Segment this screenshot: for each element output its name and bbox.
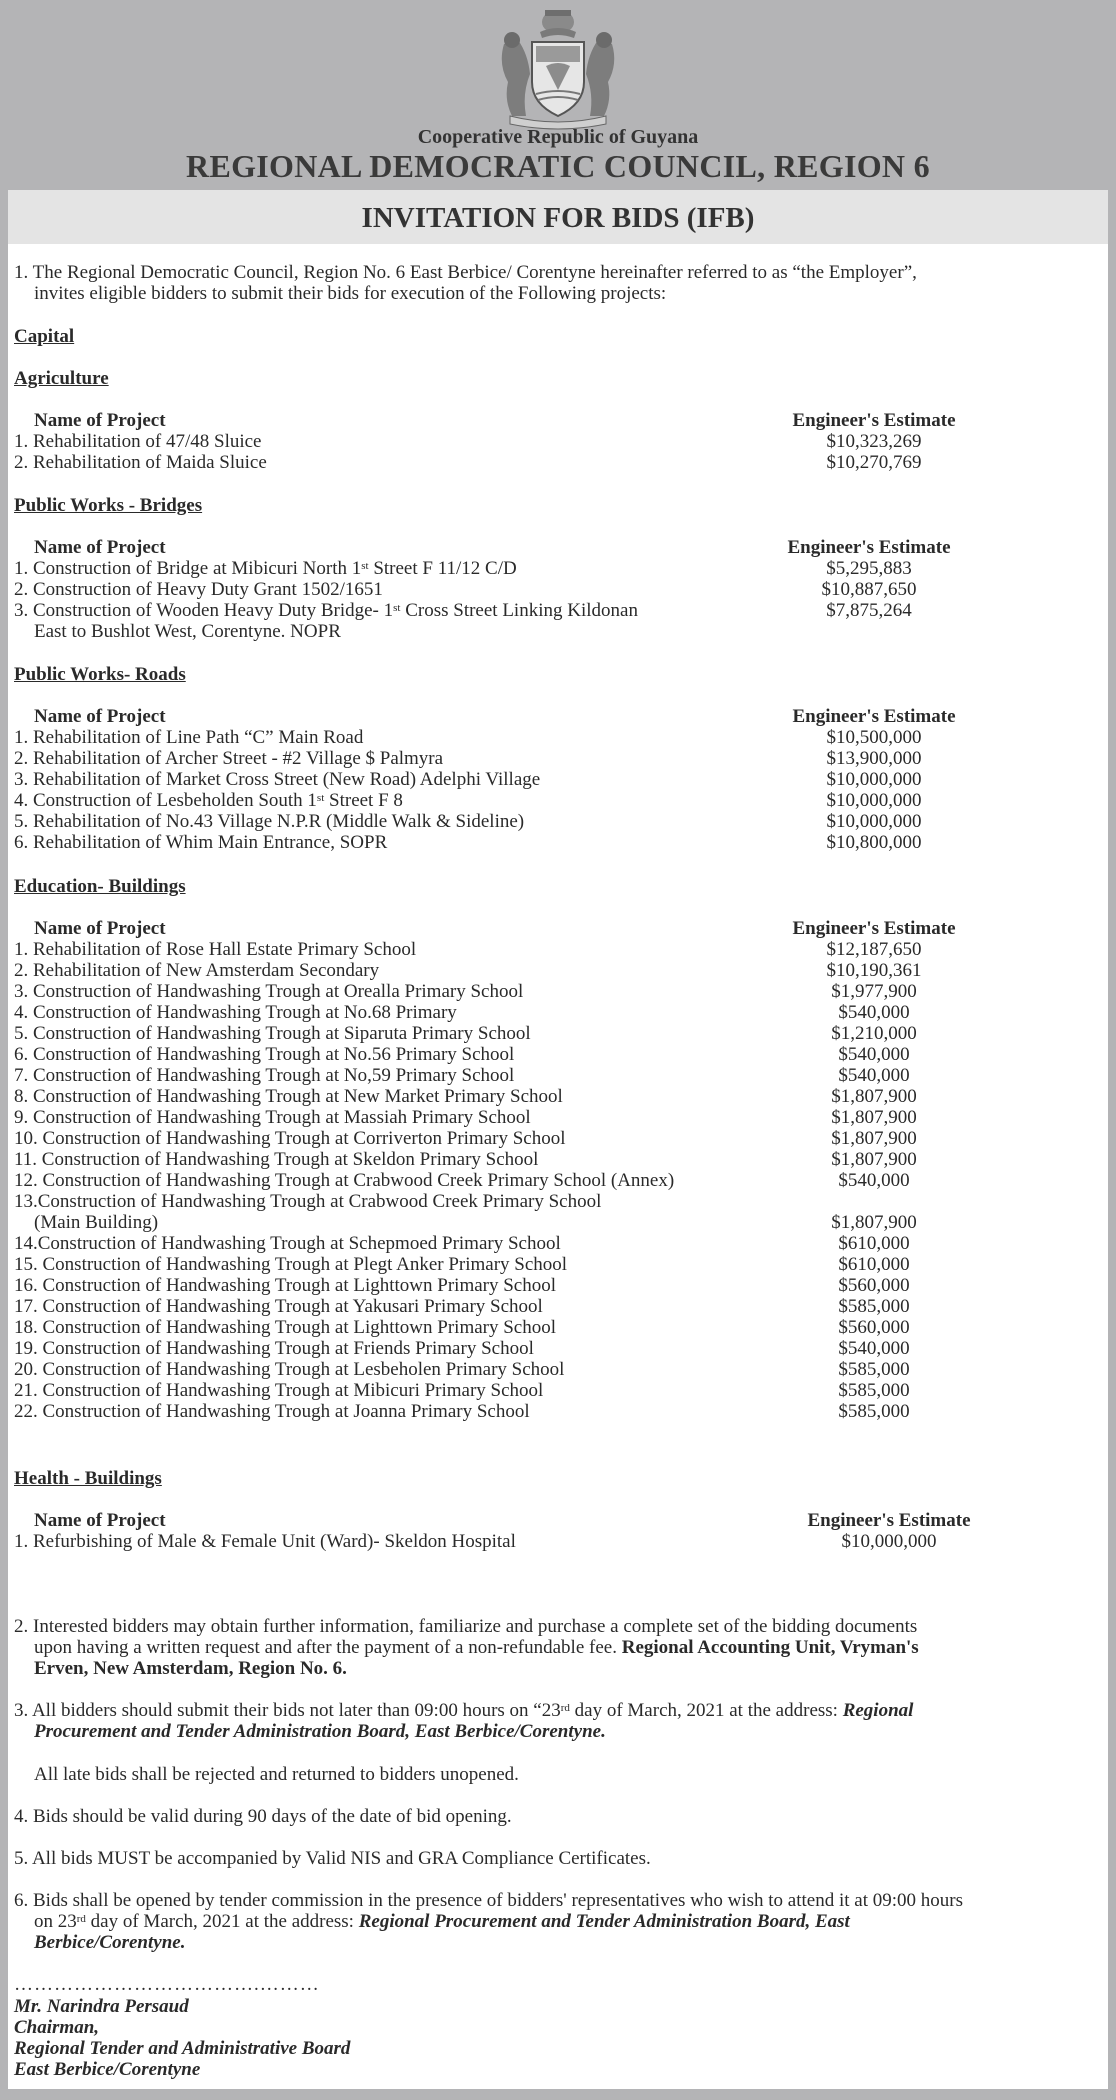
engineer-estimate: $12,187,650: [826, 939, 922, 960]
note-3-text-2: day of March, 2021 at the address:: [569, 1700, 843, 1721]
note-6-address-2: Berbice/Corentyne.: [34, 1932, 186, 1953]
engineer-estimate: $585,000: [838, 1296, 910, 1317]
column-header-estimate: Engineer's Estimate: [792, 410, 956, 431]
guyana-coat-of-arms-icon: [490, 4, 626, 130]
note-4: 4. Bids should be valid during 90 days of the date of bid opening.: [14, 1806, 512, 1827]
table-header-row: [14, 918, 1094, 939]
table-row: [14, 960, 1094, 981]
column-header-estimate: Engineer's Estimate: [792, 706, 956, 727]
engineer-estimate: $560,000: [838, 1275, 910, 1296]
engineer-estimate: $10,500,000: [826, 727, 922, 748]
agriculture-heading: Agriculture: [14, 368, 109, 389]
table-row: [14, 811, 1094, 832]
note-2-line-2: [14, 1637, 1094, 1658]
engineer-estimate: $560,000: [838, 1317, 910, 1338]
engineer-estimate: $610,000: [838, 1254, 910, 1275]
late-bids-note: All late bids shall be rejected and returned to bidders unopened.: [34, 1764, 519, 1785]
bridges-heading: Public Works - Bridges: [14, 495, 203, 516]
note-2: [14, 1616, 1094, 1679]
engineer-estimate: $610,000: [838, 1233, 910, 1254]
table-row-continuation: [14, 621, 1094, 642]
roads-heading: Public Works- Roads: [14, 664, 186, 685]
signatory-location: East Berbice/Corentyne: [14, 2059, 201, 2080]
note-3-address-1: Regional: [842, 1700, 914, 1721]
project-name: 2. Rehabilitation of Maida Sluice: [14, 452, 267, 473]
project-name: 22. Construction of Handwashing Trough at Joanna Primary School: [14, 1401, 530, 1422]
project-name-text: 4. Construction of Lesbeholden South 1: [14, 790, 317, 811]
project-name: 1. Refurbishing of Male & Female Unit (Ward)- Skeldon Hospital: [14, 1531, 516, 1552]
council-name: REGIONAL DEMOCRATIC COUNCIL, REGION 6: [186, 148, 930, 184]
engineer-estimate: $585,000: [838, 1359, 910, 1380]
project-name-text-2: Cross Street Linking Kildonan: [400, 600, 638, 621]
table-row: [14, 1531, 1094, 1552]
table-row: [14, 1254, 1094, 1275]
engineer-estimate: $5,295,883: [826, 558, 912, 579]
table-row: [14, 981, 1094, 1002]
education-heading: Education- Buildings: [14, 876, 186, 897]
table-row: [14, 1296, 1094, 1317]
table-row: [14, 1086, 1094, 1107]
column-header-name: Name of Project: [34, 1510, 166, 1531]
project-name: [14, 790, 403, 811]
project-name: 16. Construction of Handwashing Trough at Lighttown Primary School: [14, 1275, 557, 1296]
table-row: [14, 1128, 1094, 1149]
table-row: [14, 1359, 1094, 1380]
table-row: [14, 727, 1094, 748]
note-5: 5. All bids MUST be accompanied by Valid NIS and GRA Compliance Certificates.: [14, 1848, 651, 1869]
engineer-estimate: $10,190,361: [826, 960, 922, 981]
project-name: 2. Rehabilitation of New Amsterdam Secondary: [14, 960, 380, 981]
engineer-estimate: $10,887,650: [821, 579, 917, 600]
engineer-estimate: $1,807,900: [831, 1086, 917, 1107]
table-row: [14, 832, 1094, 853]
project-name: [14, 600, 638, 621]
engineer-estimate: $13,900,000: [826, 748, 922, 769]
engineer-estimate: $540,000: [838, 1044, 910, 1065]
signature-block: [14, 1996, 350, 2080]
intro-line-1: 1. The Regional Democratic Council, Region No. 6 East Berbice/ Corentyne hereinafter referred to as “the Employer”,: [14, 262, 917, 283]
engineer-estimate: $1,807,900: [831, 1107, 917, 1128]
table-header-row: [14, 1510, 1094, 1531]
project-name: 11. Construction of Handwashing Trough at Skeldon Primary School: [14, 1149, 539, 1170]
project-name: 6. Rehabilitation of Whim Main Entrance, SOPR: [14, 832, 388, 853]
project-name: 8. Construction of Handwashing Trough at New Market Primary School: [14, 1086, 563, 1107]
project-name-sup: st: [361, 560, 369, 572]
engineer-estimate: $1,807,900: [831, 1212, 917, 1233]
project-name: 2. Rehabilitation of Archer Street - #2 Village $ Palmyra: [14, 748, 444, 769]
table-row: [14, 748, 1094, 769]
project-name-text-2: Street F 11/12 C/D: [368, 558, 517, 579]
column-header-name: Name of Project: [34, 410, 166, 431]
table-header-row: [14, 410, 1094, 431]
column-header-estimate: Engineer's Estimate: [807, 1510, 971, 1531]
table-row: [14, 1191, 1094, 1212]
signatory-title: Chairman,: [14, 2017, 100, 2038]
project-name: 3. Construction of Handwashing Trough at Orealla Primary School: [14, 981, 524, 1002]
project-name: 17. Construction of Handwashing Trough at Yakusari Primary School: [14, 1296, 543, 1317]
table-row: [14, 1317, 1094, 1338]
signatory-name: Mr. Narindra Persaud: [14, 1996, 189, 2017]
project-name: [14, 558, 517, 579]
intro-paragraph: [14, 262, 1094, 304]
project-name: 4. Construction of Handwashing Trough at No.68 Primary: [14, 1002, 457, 1023]
notice-content: [8, 190, 1108, 2089]
project-name: 19. Construction of Handwashing Trough at Friends Primary School: [14, 1338, 534, 1359]
project-name-sup: st: [393, 602, 401, 614]
engineer-estimate: $585,000: [838, 1380, 910, 1401]
project-name: 1. Rehabilitation of Line Path “C” Main Road: [14, 727, 364, 748]
engineer-estimate: $540,000: [838, 1002, 910, 1023]
table-row: [14, 452, 1094, 473]
table-row: [14, 1275, 1094, 1296]
project-name: 21. Construction of Handwashing Trough at Mibicuri Primary School: [14, 1380, 544, 1401]
engineer-estimate: $540,000: [838, 1065, 910, 1086]
table-row: [14, 1107, 1094, 1128]
project-name-text: 3. Construction of Wooden Heavy Duty Bridge- 1: [14, 600, 394, 621]
page-title: INVITATION FOR BIDS (IFB): [8, 190, 1108, 244]
engineer-estimate: $1,807,900: [831, 1149, 917, 1170]
table-row: [14, 1044, 1094, 1065]
project-name: 18. Construction of Handwashing Trough at Lighttown Primary School: [14, 1317, 557, 1338]
capital-heading: Capital: [14, 326, 75, 347]
table-row: [14, 1233, 1094, 1254]
column-header-estimate: Engineer's Estimate: [787, 537, 951, 558]
note-2-line-3: Erven, New Amsterdam, Region No. 6.: [34, 1658, 347, 1679]
country-name: Cooperative Republic of Guyana: [417, 126, 699, 148]
column-header-name: Name of Project: [34, 537, 166, 558]
table-row: [14, 1002, 1094, 1023]
table-row: [14, 939, 1094, 960]
project-name: 9. Construction of Handwashing Trough at Massiah Primary School: [14, 1107, 531, 1128]
table-row: [14, 558, 1094, 579]
accounting-unit-address: Regional Accounting Unit, Vryman's: [621, 1637, 919, 1658]
table-header-row: [14, 706, 1094, 727]
note-6-text: on 23: [34, 1911, 77, 1932]
project-name-sup: st: [316, 792, 325, 804]
notice-header: [0, 0, 1116, 190]
project-name: 1. Rehabilitation of Rose Hall Estate Primary School: [14, 939, 417, 960]
table-row: [14, 790, 1094, 811]
table-row: [14, 579, 1094, 600]
project-name: 3. Rehabilitation of Market Cross Street (New Road) Adelphi Village: [14, 769, 541, 790]
table-row: [14, 1401, 1094, 1422]
engineer-estimate: $1,210,000: [831, 1023, 917, 1044]
engineer-estimate: $10,323,269: [826, 431, 922, 452]
engineer-estimate: $1,977,900: [831, 981, 917, 1002]
project-name: 1. Rehabilitation of 47/48 Sluice: [14, 431, 262, 452]
engineer-estimate: $585,000: [838, 1401, 910, 1422]
note-6-line-2: [14, 1911, 1114, 1932]
table-row-continuation: [14, 1212, 1094, 1233]
note-2-line-1: 2. Interested bidders may obtain further information, familiarize and purchase a complete set of the bidding documents: [14, 1616, 918, 1637]
table-row: [14, 1065, 1094, 1086]
table-row: [14, 1338, 1094, 1359]
note-6-address-1: Regional Procurement and Tender Administration Board, East: [358, 1911, 850, 1932]
note-3-sup: rd: [560, 1702, 570, 1714]
table-row: [14, 1023, 1094, 1044]
column-header-name: Name of Project: [34, 706, 166, 727]
engineer-estimate: $10,000,000: [826, 811, 922, 832]
engineer-estimate: $540,000: [838, 1338, 910, 1359]
note-3: [14, 1700, 1094, 1742]
note-3-text: 3. All bidders should submit their bids not later than 09:00 hours on “23: [14, 1700, 561, 1721]
project-name: 2. Construction of Heavy Duty Grant 1502/1651: [14, 579, 383, 600]
note-6-text-2: day of March, 2021 at the address:: [85, 1911, 359, 1932]
project-name: 12. Construction of Handwashing Trough at Crabwood Creek Primary School (Annex): [14, 1170, 675, 1191]
engineer-estimate: $10,800,000: [826, 832, 922, 853]
note-6-line-1: 6. Bids shall be opened by tender commission in the presence of bidders' representatives who wish to attend it at 09:00 hours: [14, 1890, 963, 1911]
table-row: [14, 1380, 1094, 1401]
table-row: [14, 431, 1094, 452]
project-name: 5. Construction of Handwashing Trough at Siparuta Primary School: [14, 1023, 531, 1044]
engineer-estimate: $10,000,000: [826, 769, 922, 790]
table-row: [14, 769, 1094, 790]
project-name-text: 1. Construction of Bridge at Mibicuri North 1: [14, 558, 362, 579]
project-name-continuation: (Main Building): [34, 1212, 159, 1233]
project-name: 5. Rehabilitation of No.43 Village N.P.R (Middle Walk & Sideline): [14, 811, 525, 832]
note-3-address-2: Procurement and Tender Administration Board, East Berbice/Corentyne.: [34, 1721, 606, 1742]
engineer-estimate: $10,000,000: [826, 790, 922, 811]
project-name-text-2: Street F 8: [324, 790, 403, 811]
signature-line: ……………………………….………: [14, 1974, 320, 1995]
project-name: 20. Construction of Handwashing Trough at Lesbeholen Primary School: [14, 1359, 565, 1380]
column-header-estimate: Engineer's Estimate: [792, 918, 956, 939]
table-row: [14, 600, 1094, 621]
signatory-board: Regional Tender and Administrative Board: [14, 2038, 351, 2059]
project-name: 6. Construction of Handwashing Trough at No.56 Primary School: [14, 1044, 515, 1065]
intro-line-2: invites eligible bidders to submit their bids for execution of the Following projects:: [34, 283, 667, 304]
note-6-sup: rd: [76, 1913, 86, 1925]
note-2-text: upon having a written request and after the payment of a non-refundable fee.: [34, 1637, 622, 1658]
table-row: [14, 1149, 1094, 1170]
engineer-estimate: $10,270,769: [826, 452, 922, 473]
table-header-row: [14, 537, 1094, 558]
engineer-estimate: $7,875,264: [826, 600, 912, 621]
engineer-estimate: $540,000: [838, 1170, 910, 1191]
engineer-estimate: $1,807,900: [831, 1128, 917, 1149]
project-name: 13.Construction of Handwashing Trough at Crabwood Creek Primary School: [14, 1191, 602, 1212]
note-3-line-1: [14, 1700, 1094, 1721]
project-name: 15. Construction of Handwashing Trough at Plegt Anker Primary School: [14, 1254, 568, 1275]
project-name-continuation: East to Bushlot West, Corentyne. NOPR: [34, 621, 341, 642]
project-name: 7. Construction of Handwashing Trough at No,59 Primary School: [14, 1065, 515, 1086]
health-heading: Health - Buildings: [14, 1468, 162, 1489]
project-name: 14.Construction of Handwashing Trough at Schepmoed Primary School: [14, 1233, 561, 1254]
column-header-name: Name of Project: [34, 918, 166, 939]
note-6: [14, 1890, 1114, 1953]
project-name: 10. Construction of Handwashing Trough at Corriverton Primary School: [14, 1128, 566, 1149]
table-row: [14, 1170, 1094, 1191]
engineer-estimate: $10,000,000: [841, 1531, 937, 1552]
